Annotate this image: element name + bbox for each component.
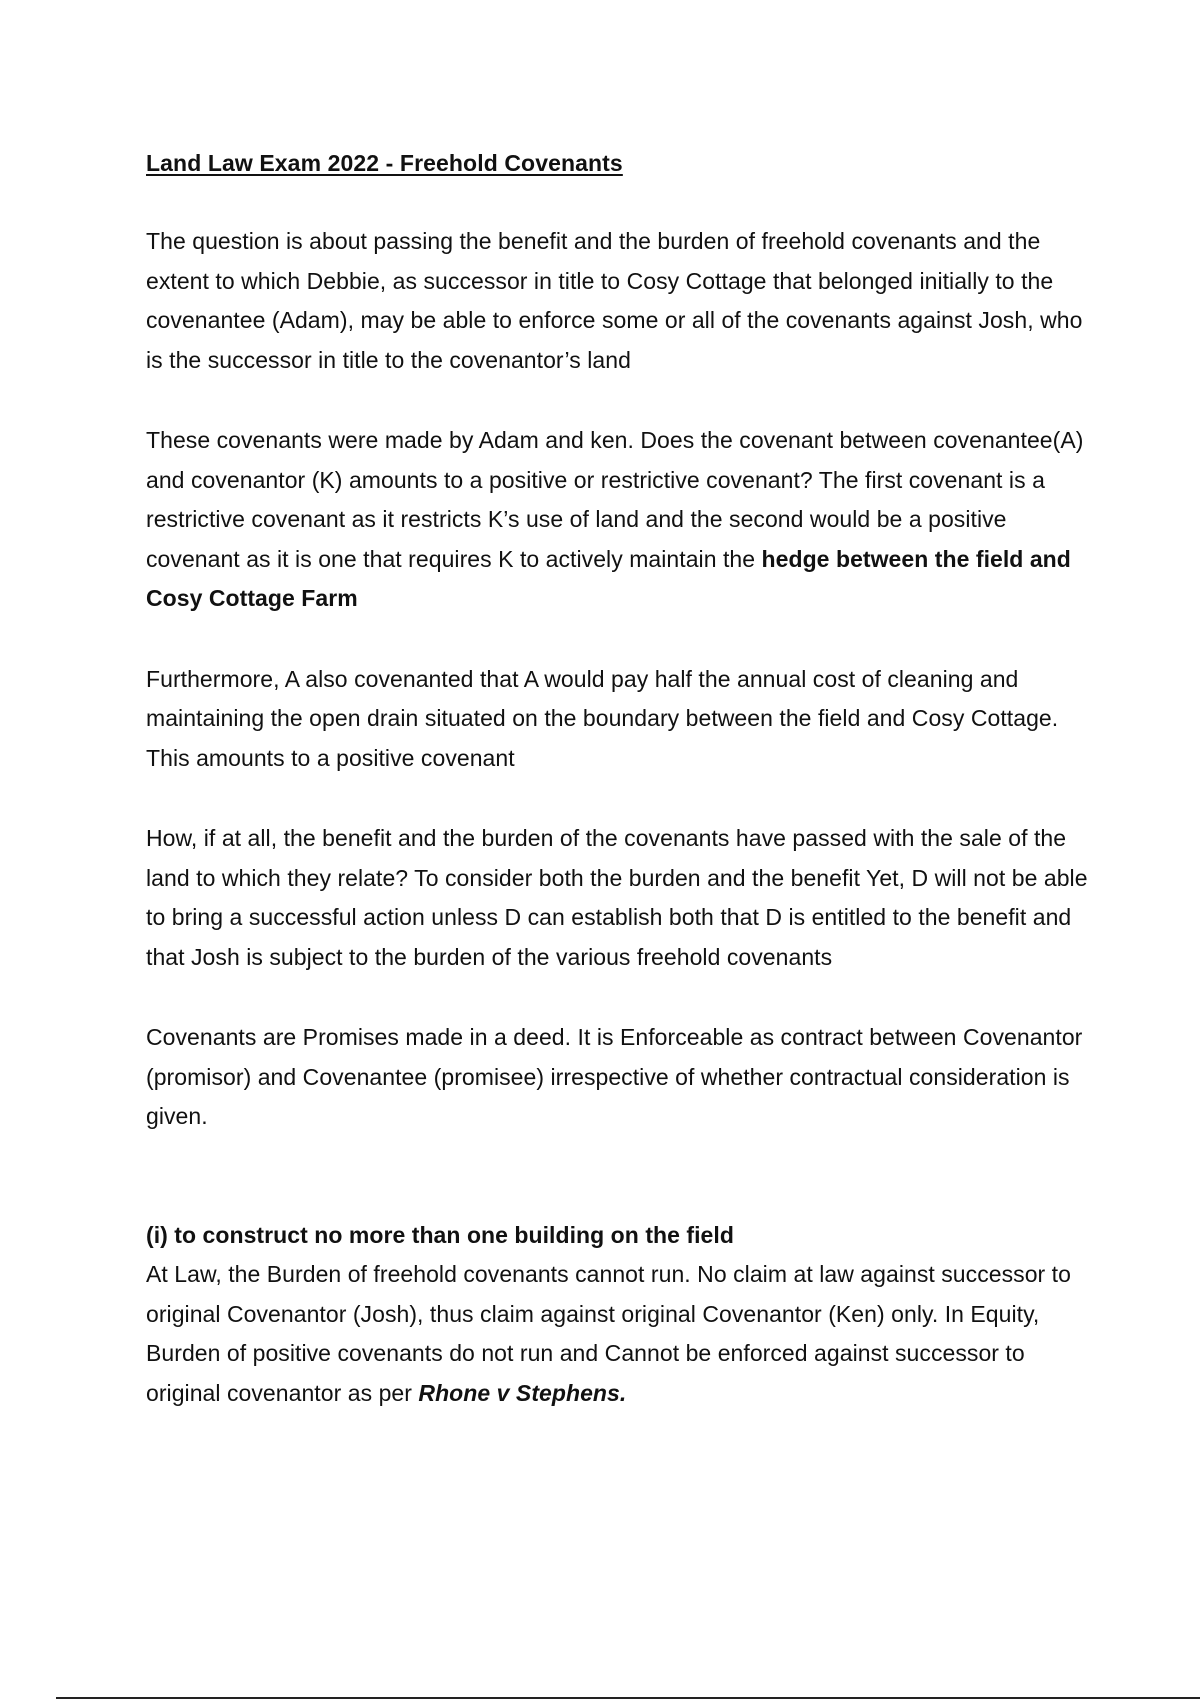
paragraph-covenant-definition: Covenants are Promises made in a deed. It is Enforceable as contract between Covenantor (promisor) and Covenantee (promisee) irrespective of whether contractual consideration is given. [146,1024,1083,1129]
paragraph-introduction: The question is about passing the benefit and the burden of freehold covenants and the extent to which Debbie, as successor in title to Cosy Cottage that belonged initially to the covenantee (Adam), may be able to enforce some or all of the covenants against Josh, who is the successor in title to the covenantor’s land [146,228,1083,373]
paragraph-drain-covenant: Furthermore, A also covenanted that A would pay half the annual cost of cleaning and maintaining the open drain situated on the boundary between the field and Cosy Cottage. This amounts to a positive covenant [146,665,1059,771]
document-page [146,146,1096,1413]
paragraph-burden-at-law [146,1255,1096,1413]
section-heading: (i) to construct no more than one building on the field [146,1221,734,1248]
paragraph-burden-at-law-text: At Law, the Burden of freehold covenants cannot run. No claim at law against successor to original Covenantor (Josh), thus claim against original Covenantor (Ken) only. In Equity, Burden of positive covenants do not run and Cannot be enforced against successor to original covenantor as per [146,1261,1071,1406]
case-citation: Rhone v Stephens. [418,1379,627,1406]
hedge-emphasis: hedge between the field and Cosy Cottage Farm [146,545,1071,611]
page-bottom-rule [56,1697,1200,1699]
document-title: Land Law Exam 2022 - Freehold Covenants [146,150,623,176]
paragraph-benefit-burden-question: How, if at all, the benefit and the burden of the covenants have passed with the sale of the land to which they relate? To consider both the burden and the benefit Yet, D will not be able to bring a successful action unless D can establish both that D is entitled to the benefit and that Josh is subject to the burden of the various freehold covenants [146,825,1088,970]
paragraph-covenant-types-text: These covenants were made by Adam and ken. Does the covenant between covenantee(A) and covenantor (K) amounts to a positive or restrictive covenant? The first covenant is a restrictive covenant as it restricts K’s use of land and the second would be a positive covenant as it is one that requires K to actively maintain the [146,427,1084,572]
paragraph-covenant-types [146,421,1096,619]
